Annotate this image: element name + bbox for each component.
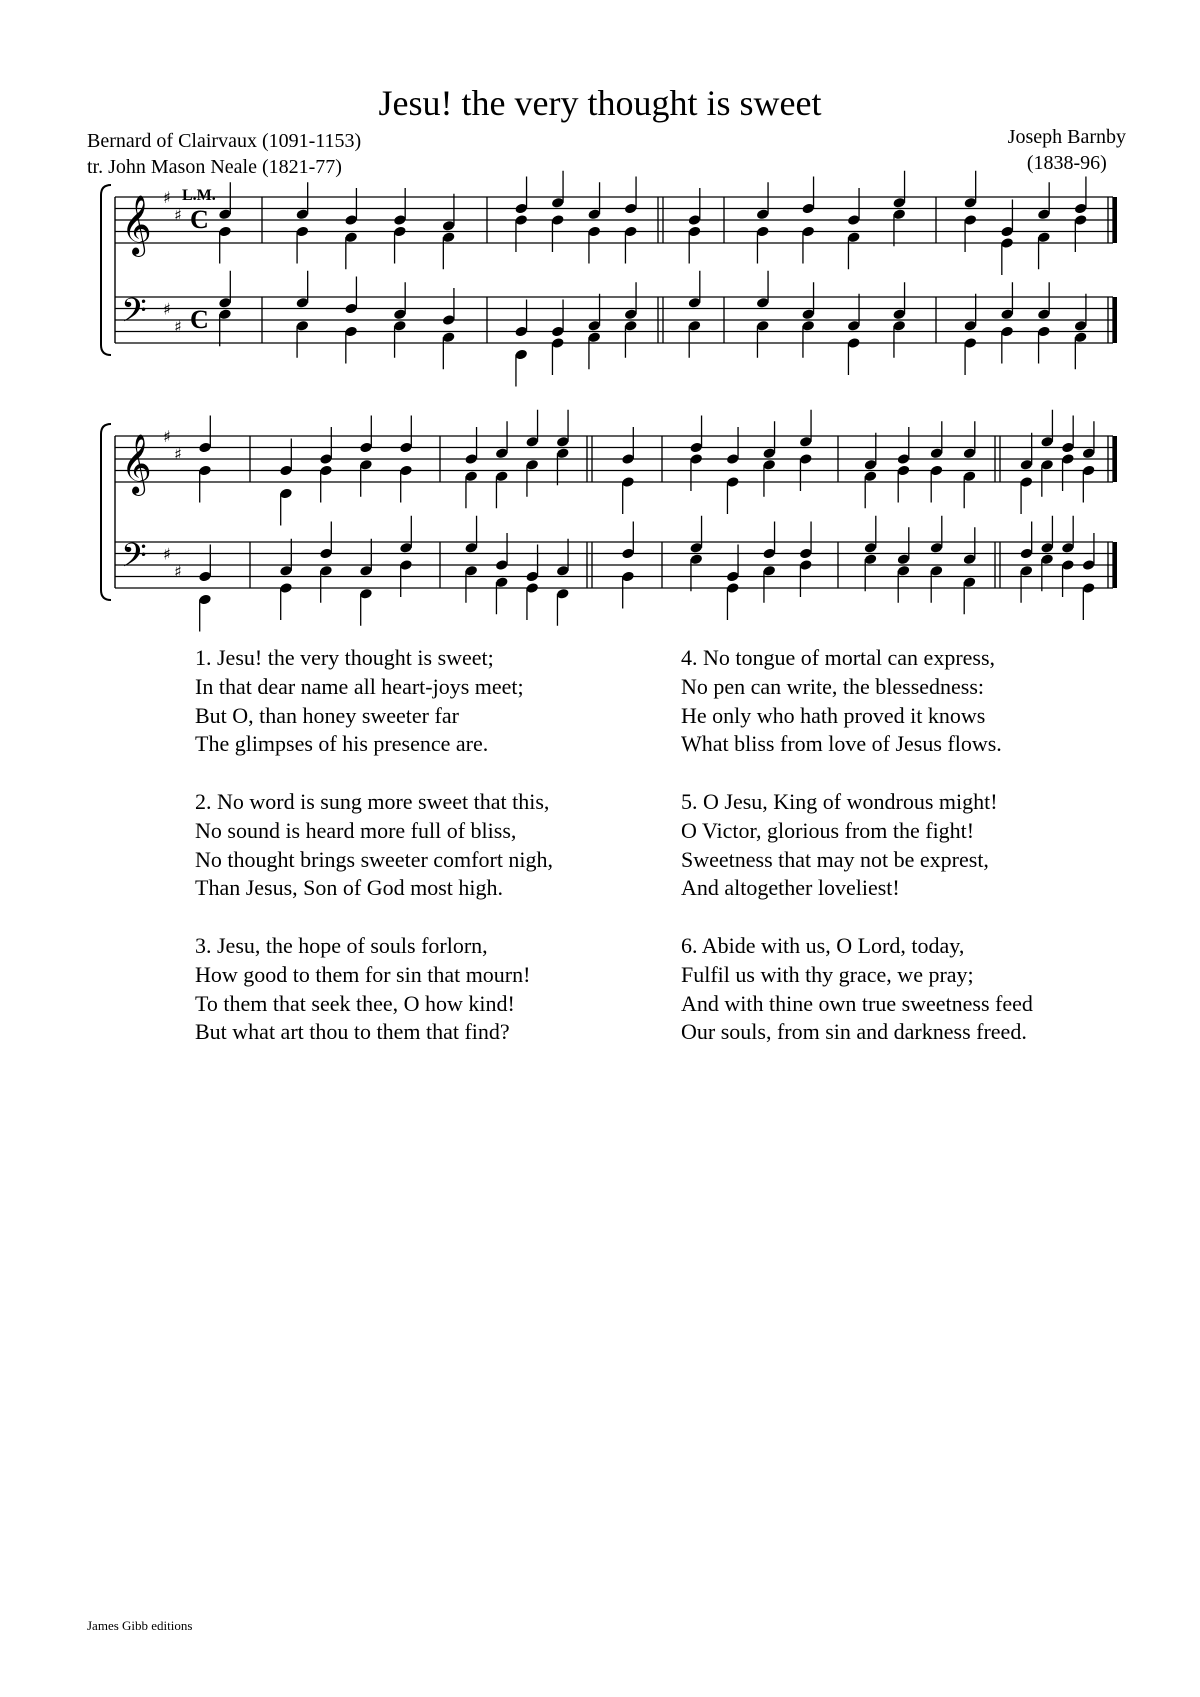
verse-line: And altogether loveliest!	[681, 875, 900, 901]
verses-right-column	[681, 644, 1033, 1076]
composer-name: Joseph Barnby	[1007, 126, 1126, 148]
common-time-icon: C	[190, 305, 209, 334]
verse-line: Fulfil us with thy grace, we pray;	[681, 961, 974, 987]
sharp-icon: ♯	[174, 316, 182, 336]
verse-line: He only who hath proved it knows	[681, 702, 986, 728]
sharp-icon: ♯	[163, 299, 171, 319]
staff-lines	[101, 185, 1115, 600]
sharp-icon: ♯	[174, 444, 182, 464]
verse-line: No thought brings sweeter comfort nigh,	[195, 846, 554, 872]
verse-line: 2. No word is sung more sweet that this,	[195, 788, 550, 814]
stanza-6	[681, 932, 1033, 1047]
verse-line: But O, than honey sweeter far	[195, 702, 459, 728]
verse-line: And with thine own true sweetness feed	[681, 990, 1033, 1016]
sharp-icon: ♯	[163, 427, 171, 446]
composer-dates: (1838-96)	[1026, 152, 1107, 174]
verse-line: To them that seek thee, O how kind!	[195, 990, 515, 1016]
verse-line: 4. No tongue of mortal can express,	[681, 645, 996, 670]
bass-clef-icon: 𝄢	[121, 537, 147, 583]
hymn-title: Jesu! the very thought is sweet	[378, 83, 822, 123]
sharp-icon: ♯	[163, 188, 171, 207]
verses-left-column	[195, 644, 553, 1076]
verse-line: Our souls, from sin and darkness freed.	[681, 1019, 1027, 1045]
author-credit: Bernard of Clairvaux (1091-1153)	[87, 130, 362, 152]
publisher-footer: James Gibb editions	[87, 1618, 193, 1633]
verse-line: 5. O Jesu, King of wondrous might!	[681, 788, 998, 814]
verse-line: Sweetness that may not be exprest,	[681, 846, 989, 872]
common-time-icon: C	[190, 205, 209, 234]
sharp-icon: ♯	[174, 561, 182, 581]
stanza-5	[681, 788, 1033, 903]
stanza-2	[195, 788, 553, 903]
verse-line: No sound is heard more full of bliss,	[195, 817, 517, 843]
sharp-icon: ♯	[163, 544, 171, 564]
system-bracket	[101, 185, 111, 355]
stanza-4	[681, 644, 1033, 759]
translator-credit: tr. John Mason Neale (1821-77)	[87, 156, 342, 178]
system-bracket	[101, 424, 111, 600]
verse-line: 1. Jesu! the very thought is sweet;	[195, 645, 494, 670]
verse-line: In that dear name all heart-joys meet;	[195, 673, 524, 699]
meter-marking: L.M.	[182, 187, 216, 204]
verse-line: What bliss from love of Jesus flows.	[681, 731, 1002, 757]
sharp-icon: ♯	[174, 205, 182, 225]
verse-line: No pen can write, the blessedness:	[681, 673, 985, 699]
verse-line: But what art thou to them that find?	[195, 1019, 510, 1045]
verse-line: 6. Abide with us, O Lord, today,	[681, 932, 965, 958]
music-score	[0, 0, 1200, 700]
treble-clef-icon: 𝄞	[121, 194, 152, 255]
verse-line: How good to them for sin that mourn!	[195, 961, 531, 987]
verse-line: Than Jesus, Son of God most high.	[195, 875, 503, 901]
stanza-3	[195, 932, 553, 1047]
stanza-1	[195, 644, 553, 759]
bass-clef-icon: 𝄢	[121, 292, 147, 338]
treble-clef-icon: 𝄞	[121, 433, 152, 494]
verse-line: O Victor, glorious from the fight!	[681, 817, 975, 843]
notes	[198, 171, 1095, 632]
verse-line: 3. Jesu, the hope of souls forlorn,	[195, 932, 488, 958]
verse-line: The glimpses of his presence are.	[195, 731, 489, 757]
